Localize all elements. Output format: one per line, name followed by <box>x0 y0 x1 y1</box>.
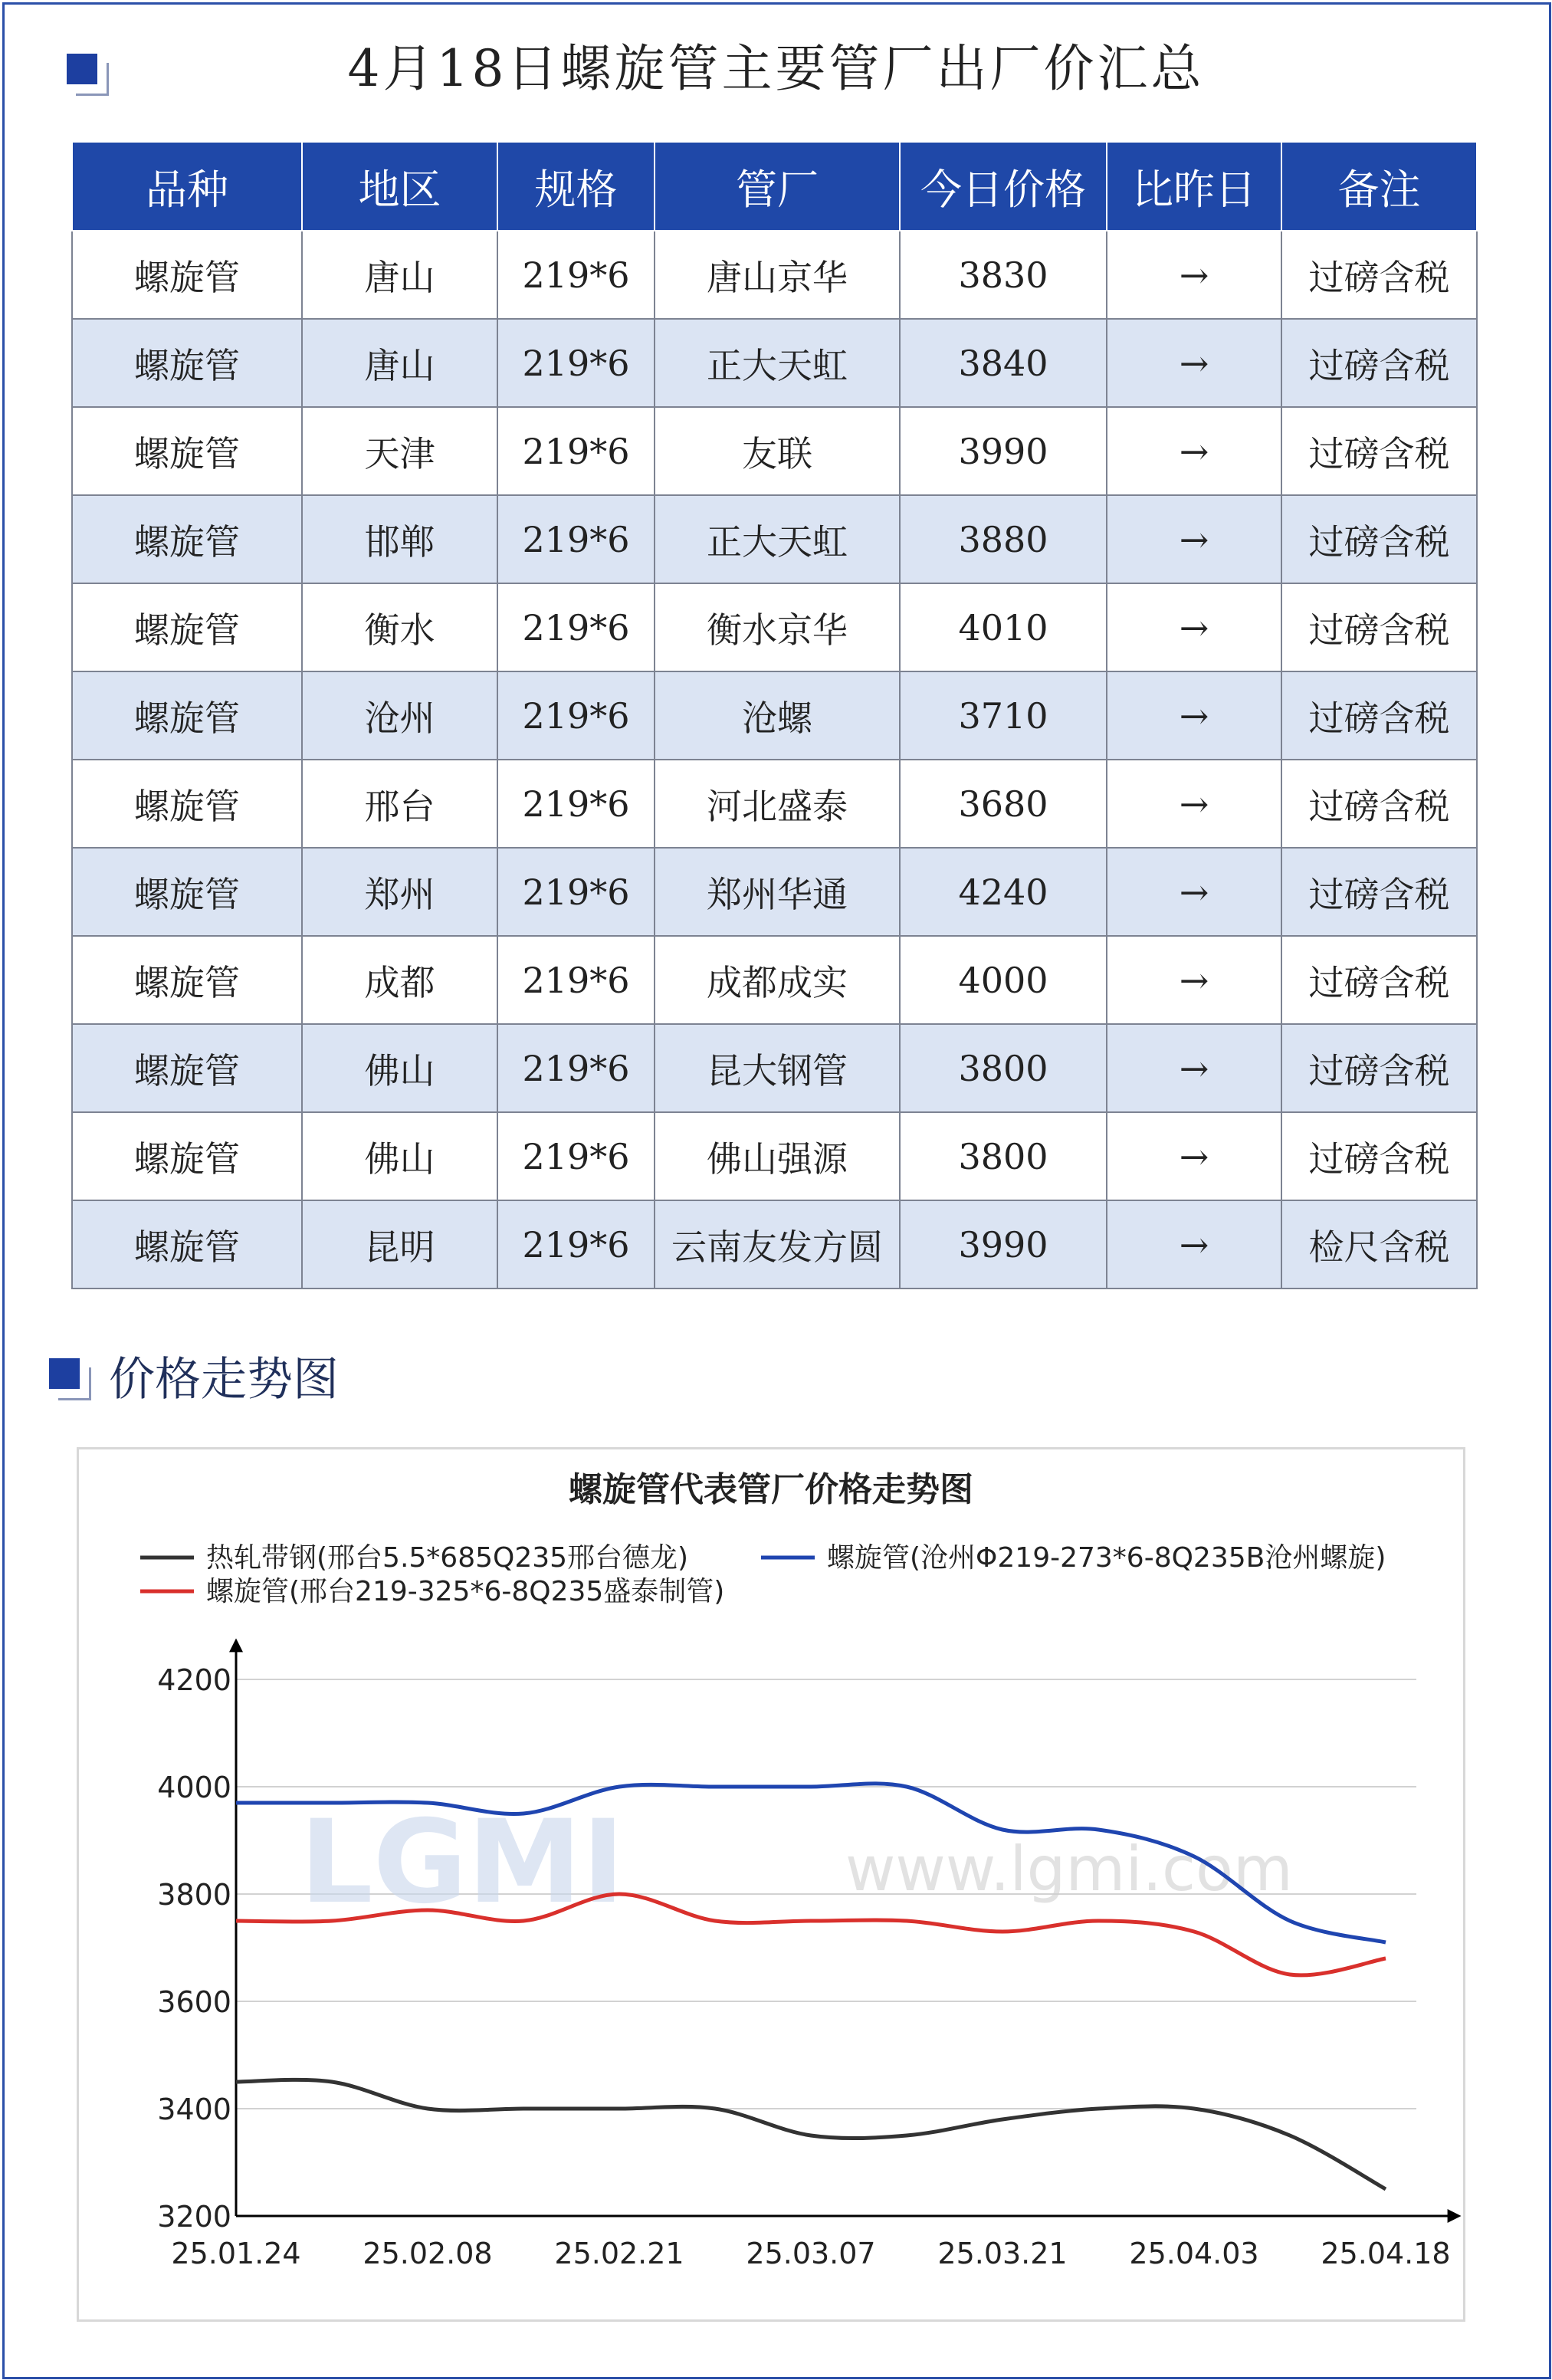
table-cell: 3880 <box>900 495 1107 583</box>
page-title: 4月18日螺旋管主要管厂出厂价汇总 <box>347 39 1205 98</box>
table-cell: 螺旋管 <box>72 671 302 760</box>
table-cell: 螺旋管 <box>72 760 302 848</box>
table-row <box>72 231 1477 319</box>
table-cell: 过磅含税 <box>1281 407 1477 495</box>
table-cell: 螺旋管 <box>72 1200 302 1288</box>
table-row <box>72 1024 1477 1112</box>
table-cell: 219*6 <box>497 671 655 760</box>
price-table <box>71 141 1478 1289</box>
table-cell: 螺旋管 <box>72 936 302 1024</box>
table-cell: 沧州 <box>302 671 497 760</box>
change-arrow-icon: → <box>1107 495 1281 583</box>
table-cell: 唐山 <box>302 231 497 319</box>
change-arrow-icon: → <box>1107 1200 1281 1288</box>
column-header: 规格 <box>497 142 655 231</box>
legend-label: 螺旋管(沧州Φ219-273*6-8Q235B沧州螺旋) <box>827 1542 1386 1574</box>
table-cell: 衡水京华 <box>655 583 900 671</box>
chart-title: 螺旋管代表管厂价格走势图 <box>569 1470 973 1509</box>
section-title: 价格走势图 <box>109 1353 339 1407</box>
table-cell: 4010 <box>900 583 1107 671</box>
table-cell: 219*6 <box>497 848 655 936</box>
table-cell: 过磅含税 <box>1281 1112 1477 1200</box>
x-tick-label: 25.01.24 <box>171 2237 301 2270</box>
table-cell: 3710 <box>900 671 1107 760</box>
table-cell: 邢台 <box>302 760 497 848</box>
table-cell: 219*6 <box>497 583 655 671</box>
column-header: 今日价格 <box>900 142 1107 231</box>
table-cell: 正大天虹 <box>655 495 900 583</box>
change-arrow-icon: → <box>1107 671 1281 760</box>
table-cell: 过磅含税 <box>1281 231 1477 319</box>
x-tick-label: 25.02.08 <box>363 2237 493 2270</box>
table-cell: 唐山 <box>302 319 497 407</box>
table-cell: 219*6 <box>497 1112 655 1200</box>
table-cell: 3800 <box>900 1024 1107 1112</box>
table-cell: 云南友发方圆 <box>655 1200 900 1288</box>
table-cell: 螺旋管 <box>72 495 302 583</box>
x-tick-label: 25.04.03 <box>1129 2237 1259 2270</box>
table-cell: 4000 <box>900 936 1107 1024</box>
table-cell: 219*6 <box>497 936 655 1024</box>
table-cell: 4240 <box>900 848 1107 936</box>
table-cell: 佛山 <box>302 1024 497 1112</box>
table-row <box>72 848 1477 936</box>
table-cell: 219*6 <box>497 1200 655 1288</box>
table-cell: 过磅含税 <box>1281 319 1477 407</box>
table-cell: 螺旋管 <box>72 407 302 495</box>
table-cell: 佛山强源 <box>655 1112 900 1200</box>
table-cell: 邯郸 <box>302 495 497 583</box>
table-cell: 天津 <box>302 407 497 495</box>
table-cell: 郑州华通 <box>655 848 900 936</box>
x-tick-label: 25.04.18 <box>1321 2237 1451 2270</box>
table-row <box>72 760 1477 848</box>
table-cell: 友联 <box>655 407 900 495</box>
trend-chart <box>77 1447 1465 2322</box>
table-cell: 螺旋管 <box>72 1024 302 1112</box>
table-cell: 3840 <box>900 319 1107 407</box>
table-cell: 3800 <box>900 1112 1107 1200</box>
chart-svg <box>79 1449 1463 2319</box>
table-cell: 检尺含税 <box>1281 1200 1477 1288</box>
table-cell: 过磅含税 <box>1281 848 1477 936</box>
table-cell: 昆大钢管 <box>655 1024 900 1112</box>
column-header: 管厂 <box>655 142 900 231</box>
table-row <box>72 495 1477 583</box>
series-line-0 <box>236 2080 1386 2189</box>
table-cell: 沧螺 <box>655 671 900 760</box>
x-tick-label: 25.03.21 <box>937 2237 1068 2270</box>
table-cell: 昆明 <box>302 1200 497 1288</box>
table-cell: 219*6 <box>497 1024 655 1112</box>
table-cell: 螺旋管 <box>72 319 302 407</box>
section-square-icon <box>49 1358 80 1389</box>
table-row <box>72 936 1477 1024</box>
change-arrow-icon: → <box>1107 936 1281 1024</box>
table-cell: 219*6 <box>497 407 655 495</box>
table-cell: 河北盛泰 <box>655 760 900 848</box>
table-cell: 螺旋管 <box>72 583 302 671</box>
column-header: 备注 <box>1281 142 1477 231</box>
table-cell: 219*6 <box>497 231 655 319</box>
table-row <box>72 583 1477 671</box>
legend-label: 螺旋管(邢台219-325*6-8Q235盛泰制管) <box>206 1576 725 1607</box>
change-arrow-icon: → <box>1107 1024 1281 1112</box>
x-tick-label: 25.03.07 <box>746 2237 876 2270</box>
table-cell: 过磅含税 <box>1281 760 1477 848</box>
table-cell: 螺旋管 <box>72 231 302 319</box>
table-cell: 3990 <box>900 407 1107 495</box>
change-arrow-icon: → <box>1107 760 1281 848</box>
table-cell: 3830 <box>900 231 1107 319</box>
table-row <box>72 671 1477 760</box>
table-cell: 螺旋管 <box>72 848 302 936</box>
y-tick-label: 3200 <box>157 2200 231 2234</box>
change-arrow-icon: → <box>1107 848 1281 936</box>
table-cell: 郑州 <box>302 848 497 936</box>
table-cell: 过磅含税 <box>1281 671 1477 760</box>
change-arrow-icon: → <box>1107 231 1281 319</box>
table-cell: 219*6 <box>497 495 655 583</box>
table-cell: 正大天虹 <box>655 319 900 407</box>
table-header-row <box>72 142 1477 231</box>
y-tick-label: 3400 <box>157 2093 231 2126</box>
change-arrow-icon: → <box>1107 1112 1281 1200</box>
table-row <box>72 1112 1477 1200</box>
table-cell: 成都成实 <box>655 936 900 1024</box>
table-row <box>72 1200 1477 1288</box>
column-header: 品种 <box>72 142 302 231</box>
table-cell: 219*6 <box>497 760 655 848</box>
table-cell: 成都 <box>302 936 497 1024</box>
watermark-url: www.lgmi.com <box>845 1833 1293 1905</box>
table-cell: 过磅含税 <box>1281 1024 1477 1112</box>
table-row <box>72 319 1477 407</box>
x-tick-label: 25.02.21 <box>554 2237 684 2270</box>
table-cell: 螺旋管 <box>72 1112 302 1200</box>
y-tick-label: 3800 <box>157 1878 231 1912</box>
change-arrow-icon: → <box>1107 583 1281 671</box>
table-cell: 3990 <box>900 1200 1107 1288</box>
y-tick-label: 3600 <box>157 1985 231 2019</box>
table-cell: 唐山京华 <box>655 231 900 319</box>
table-cell: 219*6 <box>497 319 655 407</box>
table-cell: 过磅含税 <box>1281 936 1477 1024</box>
table-cell: 佛山 <box>302 1112 497 1200</box>
table-cell: 过磅含税 <box>1281 583 1477 671</box>
table-cell: 3680 <box>900 760 1107 848</box>
change-arrow-icon: → <box>1107 407 1281 495</box>
legend-label: 热轧带钢(邢台5.5*685Q235邢台德龙) <box>206 1542 689 1574</box>
y-tick-label: 4200 <box>157 1663 231 1697</box>
table-cell: 衡水 <box>302 583 497 671</box>
y-tick-label: 4000 <box>157 1771 231 1804</box>
column-header: 地区 <box>302 142 497 231</box>
change-arrow-icon: → <box>1107 319 1281 407</box>
column-header: 比昨日 <box>1107 142 1281 231</box>
table-row <box>72 407 1477 495</box>
table-cell: 过磅含税 <box>1281 495 1477 583</box>
watermark-logo: LGMI <box>300 1796 625 1929</box>
